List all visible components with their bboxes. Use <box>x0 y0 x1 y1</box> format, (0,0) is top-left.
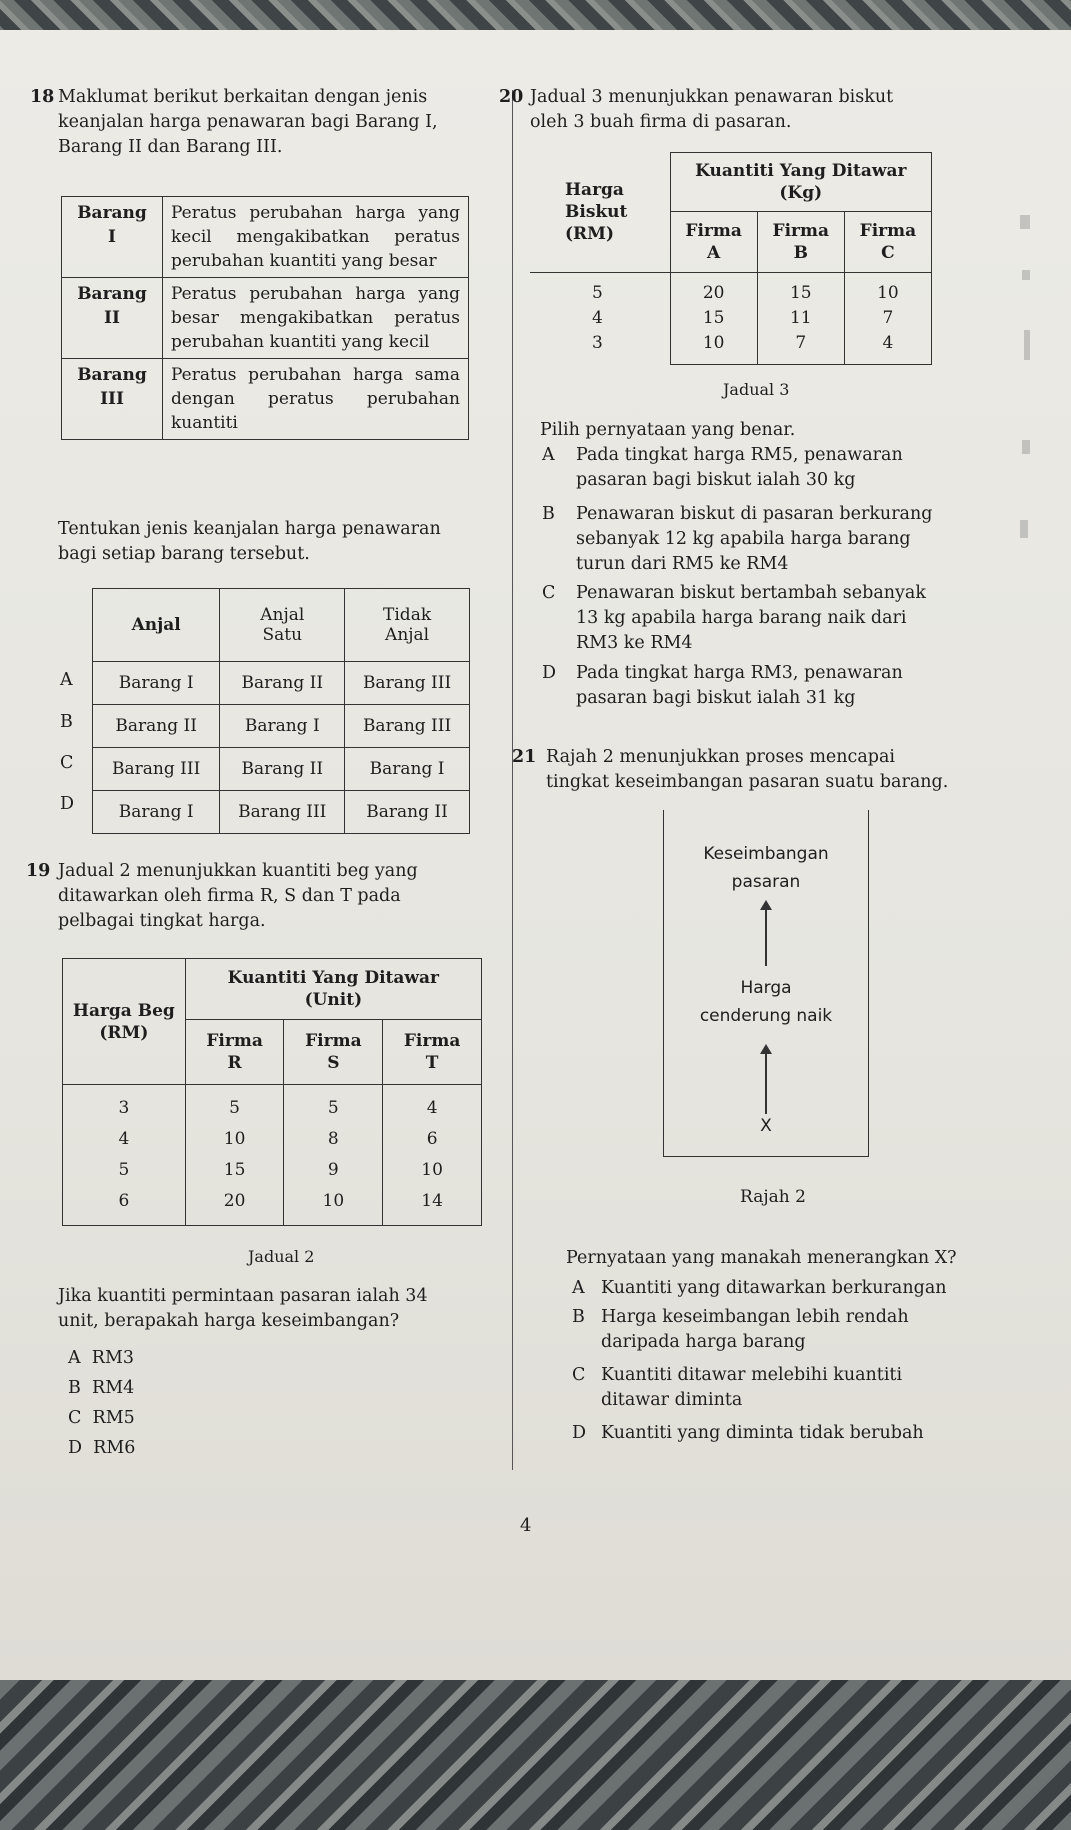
q21-option-a[interactable]: A <box>572 1278 585 1298</box>
bleed-mark <box>1020 215 1030 229</box>
q19-option-b[interactable]: B RM4 <box>68 1378 135 1398</box>
table-row: Barang I Barang III Barang II <box>93 791 470 834</box>
q21-diagram <box>663 810 869 1157</box>
q18-options-table <box>92 588 470 834</box>
q21-option-d[interactable]: D <box>572 1423 587 1443</box>
table-row: Harga Beg (RM) Kuantiti Yang Ditawar (Unit) <box>63 959 482 1020</box>
table-row: Firma A Firma B Firma C <box>530 212 932 273</box>
page-number: 4 <box>520 1515 532 1536</box>
q19-table <box>62 958 482 1226</box>
diagram-top-label: Keseimbangan pasaran <box>703 844 829 892</box>
q21-option-c[interactable]: C <box>572 1365 586 1385</box>
table-row: Barang III Barang II Barang I <box>93 748 470 791</box>
table-row: 5 4 3 20 15 10 15 11 7 10 7 4 <box>530 273 932 365</box>
diagram-bottom-label: X <box>760 1116 772 1136</box>
table-row: Barang II Barang I Barang III <box>93 705 470 748</box>
q19-option-d[interactable]: D RM6 <box>68 1438 136 1458</box>
q21-number: 21 <box>512 747 537 767</box>
q21-option-b[interactable]: B <box>572 1307 585 1327</box>
q21-caption: Rajah 2 <box>740 1187 806 1207</box>
q18-info-table <box>61 196 469 440</box>
q20-number: 20 <box>499 87 524 107</box>
q19-question: Jika kuantiti permintaan pasaran ialah 34 unit, berapakah harga keseimbangan? <box>58 1286 428 1331</box>
q21-intro: Rajah 2 menunjukkan proses mencapai tingkat keseimbangan pasaran suatu barang. <box>546 747 949 792</box>
q19-intro: Jadual 2 menunjukkan kuantiti beg yang ditawarkan oleh firma R, S dan T pada pelbagai tingkat harga. <box>58 861 418 931</box>
q20-caption: Jadual 3 <box>723 380 790 399</box>
table-row: Firma R Firma S Firma T <box>63 1020 482 1085</box>
q18-option-a[interactable]: A <box>60 670 73 690</box>
table-row: 3 4 5 6 5 10 15 20 5 8 9 10 4 6 10 14 <box>63 1085 482 1226</box>
q18-option-d[interactable]: D <box>60 794 75 814</box>
q20-option-b[interactable]: B <box>542 504 555 524</box>
q20-option-c[interactable]: C <box>542 583 556 603</box>
q19-number: 19 <box>26 861 51 881</box>
q18-intro: Maklumat berikut berkaitan dengan jenis keanjalan harga penawaran bagi Barang I, Barang II dan Barang III. <box>58 87 438 157</box>
table-row: Harga Biskut (RM) Kuantiti Yang Ditawar (Kg) <box>530 153 932 212</box>
q20-option-d[interactable]: D <box>542 663 557 683</box>
q19-option-c[interactable]: C RM5 <box>68 1408 135 1428</box>
q21-question: Pernyataan yang manakah menerangkan X? <box>566 1248 957 1268</box>
table-row: Barang II Peratus perubahan harga yang besar mengakibatkan peratus perubahan kuantiti yang kecil <box>62 278 469 359</box>
q20-table <box>530 152 932 365</box>
q18-option-c[interactable]: C <box>60 753 74 773</box>
q20-intro: Jadual 3 menunjukkan penawaran biskut oleh 3 buah firma di pasaran. <box>530 87 894 132</box>
q20-option-a[interactable]: A <box>542 445 555 465</box>
q20-prompt: Pilih pernyataan yang benar. <box>540 420 796 440</box>
q19-caption: Jadual 2 <box>248 1247 315 1266</box>
table-row: Anjal Anjal Satu Tidak Anjal <box>93 589 470 662</box>
bleed-mark <box>1020 520 1028 538</box>
bleed-mark <box>1022 270 1030 280</box>
diagram-middle-label: Harga cenderung naik <box>699 978 833 1026</box>
table-row: Barang III Peratus perubahan harga sama dengan peratus perubahan kuantiti <box>62 359 469 440</box>
background-carpet-bottom <box>0 1680 1071 1830</box>
table-row: Barang I Peratus perubahan harga yang kecil mengakibatkan peratus perubahan kuantiti yang besar <box>62 197 469 278</box>
q18-option-b[interactable]: B <box>60 712 73 732</box>
table-row: Barang I Barang II Barang III <box>93 662 470 705</box>
q18-number: 18 <box>30 87 55 107</box>
q19-option-a[interactable]: A RM3 <box>68 1348 135 1368</box>
column-divider <box>512 90 513 1470</box>
bleed-mark <box>1024 330 1030 360</box>
q18-prompt: Tentukan jenis keanjalan harga penawaran bagi setiap barang tersebut. <box>58 519 441 564</box>
bleed-mark <box>1022 440 1030 454</box>
